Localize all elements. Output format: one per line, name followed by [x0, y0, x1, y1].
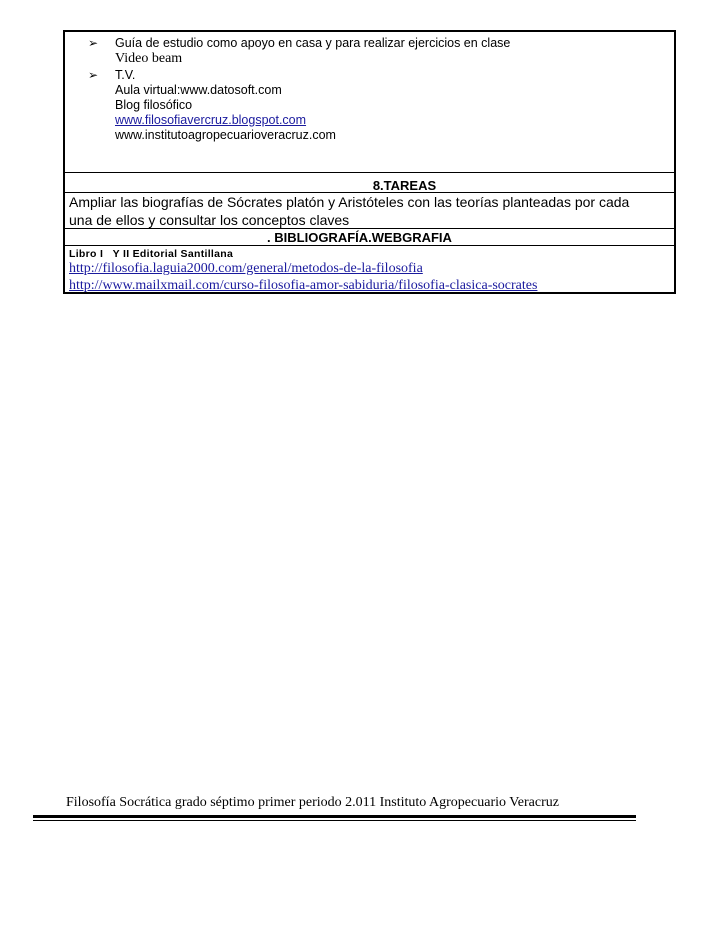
tareas-body: [65, 193, 674, 229]
webgrafia-link[interactable]: http://filosofia.laguia2000.com/general/metodos-de-la-filosofia: [69, 261, 423, 276]
arrow-bullet-icon: ➢: [88, 36, 99, 50]
tareas-line: Ampliar las biografías de Sócrates platón y Aristóteles con las teorías planteadas por cada: [69, 194, 630, 210]
arrow-bullet-icon: ➢: [88, 68, 99, 82]
resource-item: www.institutoagropecuarioveracruz.com: [115, 128, 336, 142]
bibliografia-body: [65, 246, 674, 292]
resource-item: T.V.: [115, 68, 136, 82]
resource-item: Video beam: [115, 51, 183, 66]
blog-link[interactable]: www.filosofiavercruz.blogspot.com: [115, 113, 307, 127]
content-table: [63, 30, 676, 294]
tareas-heading: 8.TAREAS: [65, 173, 674, 193]
webgrafia-link[interactable]: http://www.mailxmail.com/curso-filosofia-amor-sabiduria/filosofia-clasica-socrates: [69, 278, 538, 293]
resources-cell: [65, 32, 674, 173]
bibliografia-book: Libro I Y II Editorial Santillana: [69, 248, 234, 260]
resource-item: Blog filosófico: [115, 98, 193, 112]
tareas-line: una de ellos y consultar los conceptos claves: [69, 212, 350, 228]
footer-rule: [33, 820, 636, 821]
resource-item: Aula virtual:www.datosoft.com: [115, 83, 282, 97]
footer-rule: [33, 815, 636, 818]
page-footer: Filosofía Socrática grado séptimo primer periodo 2.011 Instituto Agropecuario Veracruz: [66, 795, 559, 810]
resource-item: Guía de estudio como apoyo en casa y para realizar ejercicios en clase: [115, 36, 511, 50]
bibliografia-heading: . BIBLIOGRAFÍA.WEBGRAFIA: [65, 229, 674, 246]
